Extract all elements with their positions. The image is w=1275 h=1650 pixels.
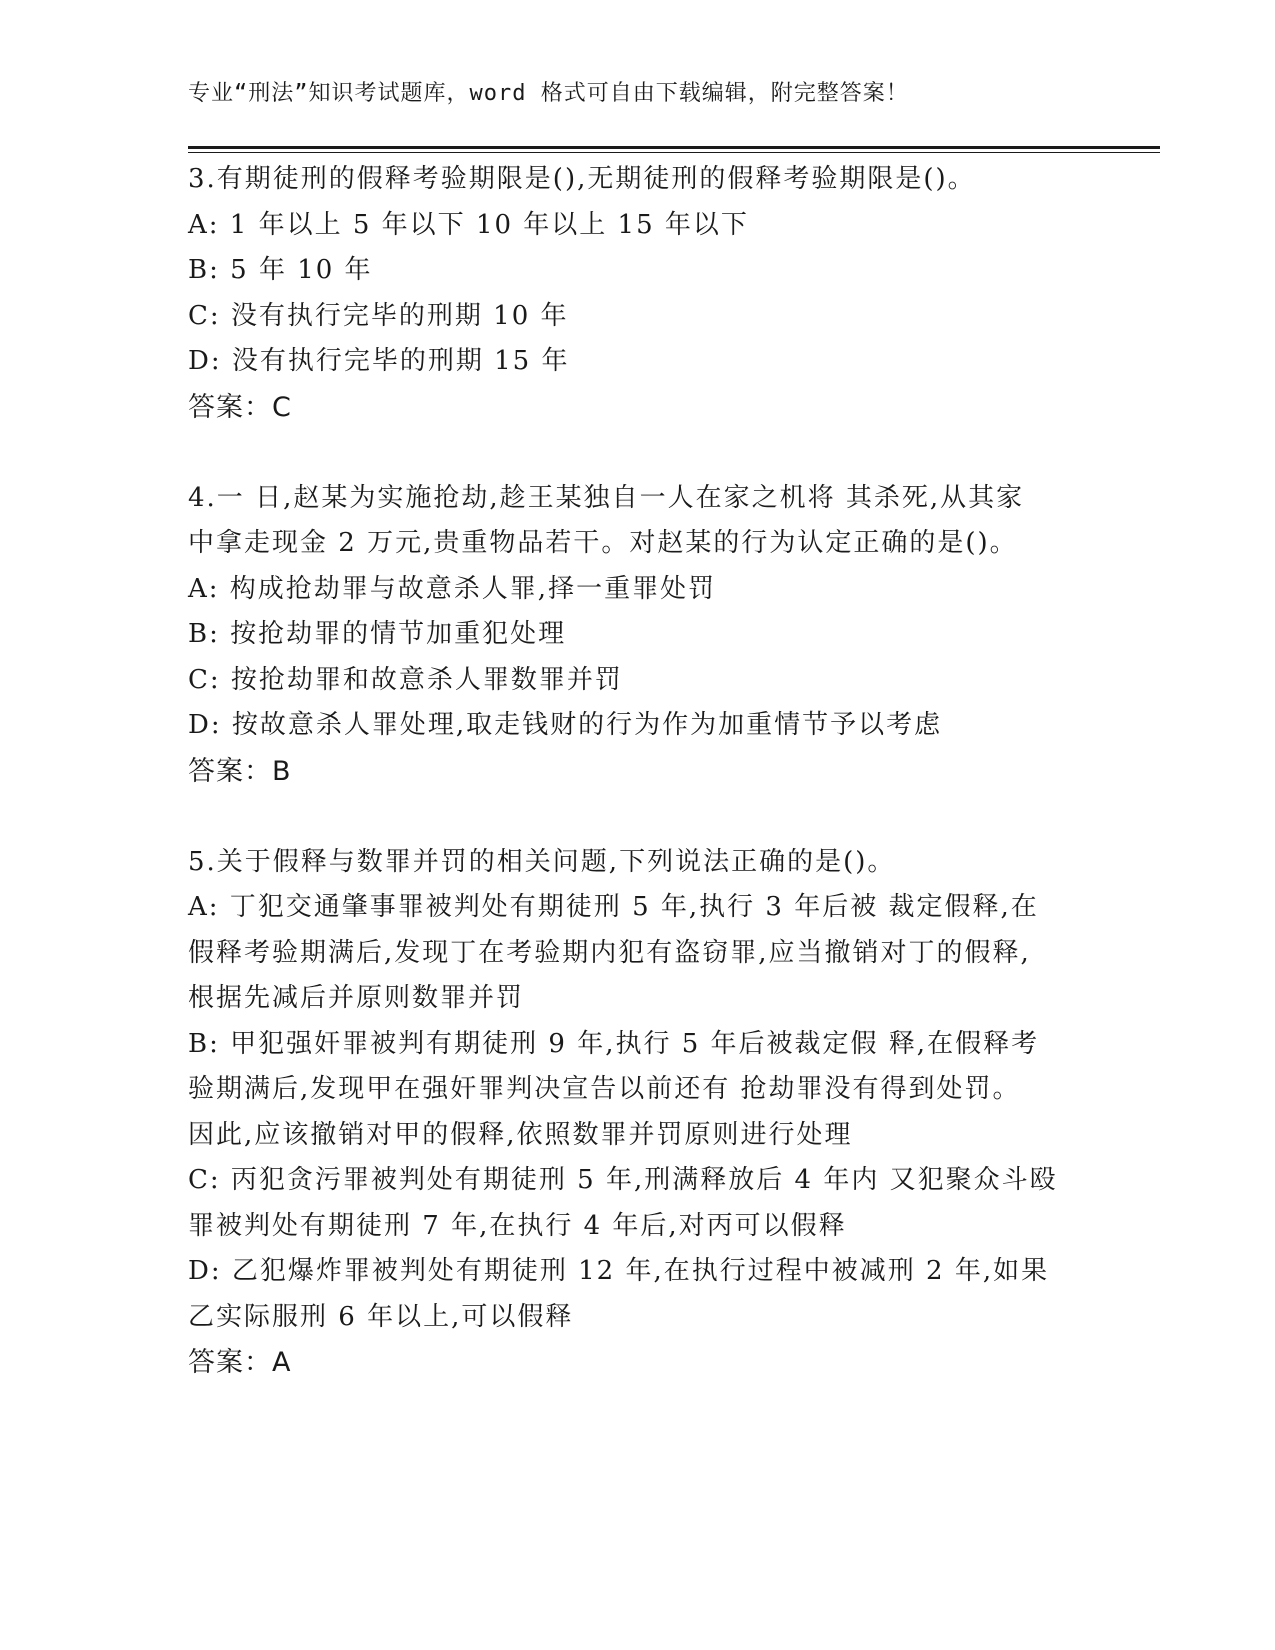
question-4 [188, 476, 1088, 795]
option-a: A: 构成抢劫罪与故意杀人罪,择一重罪处罚 [188, 573, 717, 604]
header-divider [188, 146, 1160, 153]
page-header: 专业“刑法”知识考试题库，word 格式可自由下载编辑，附完整答案！ [188, 81, 909, 106]
option-a: A: 丁犯交通肇事罪被判处有期徒刑 5 年,执行 3 年后被 裁定假释,在 [188, 892, 1039, 922]
option-b: B: 5 年 10 年 [188, 255, 373, 285]
option-b: B: 甲犯强奸罪被判有期徒刑 9 年,执行 5 年后被裁定假 释,在假释考 [188, 1028, 1040, 1059]
option-c: C: 没有执行完毕的刑期 10 年 [188, 300, 569, 331]
option-b: 验期满后,发现甲在强奸罪判决宣告以前还有 抢劫罪没有得到处罚。 [188, 1074, 1021, 1104]
spacer [188, 794, 1088, 840]
spacer [188, 430, 1088, 476]
option-d: D: 按故意杀人罪处理,取走钱财的行为作为加重情节予以考虑 [188, 710, 943, 740]
question-list [188, 157, 1088, 1386]
option-d: D: 没有执行完毕的刑期 15 年 [188, 346, 570, 376]
option-c: C: 丙犯贪污罪被判处有期徒刑 5 年,刑满释放后 4 年内 又犯聚众斗殴 [188, 1165, 1058, 1195]
question-stem: 5.关于假释与数罪并罚的相关问题,下列说法正确的是()。 [188, 846, 896, 877]
question-3 [188, 157, 1088, 430]
option-a: A: 1 年以上 5 年以下 10 年以上 15 年以下 [188, 209, 749, 240]
option-b: B: 按抢劫罪的情节加重犯处理 [188, 619, 567, 649]
answer-line: 答案：C [188, 391, 292, 423]
option-d: D: 乙犯爆炸罪被判处有期徒刑 12 年,在执行过程中被减刑 2 年,如果 [188, 1256, 1050, 1286]
option-b: 因此,应该撤销对甲的假释,依照数罪并罚原则进行处理 [188, 1119, 853, 1150]
answer-line: 答案：B [188, 755, 292, 787]
question-stem: 中拿走现金 2 万元,贵重物品若干。对赵某的行为认定正确的是()。 [188, 528, 1018, 558]
option-a: 假释考验期满后,发现丁在考验期内犯有盗窃罪,应当撤销对丁的假释, [188, 937, 1031, 968]
question-stem: 4.一 日,赵某为实施抢劫,趁王某独自一人在家之机将 其杀死,从其家 [188, 482, 1025, 513]
option-d: 乙实际服刑 6 年以上,可以假释 [188, 1301, 574, 1332]
question-5 [188, 840, 1088, 1386]
option-c: 罪被判处有期徒刑 7 年,在执行 4 年后,对丙可以假释 [188, 1210, 847, 1241]
option-a: 根据先减后并原则数罪并罚 [188, 983, 525, 1013]
question-stem: 3.有期徒刑的假释考验期限是(),无期徒刑的假释考验期限是()。 [188, 164, 976, 194]
option-c: C: 按抢劫罪和故意杀人罪数罪并罚 [188, 664, 623, 695]
answer-line: 答案：A [188, 1347, 292, 1378]
